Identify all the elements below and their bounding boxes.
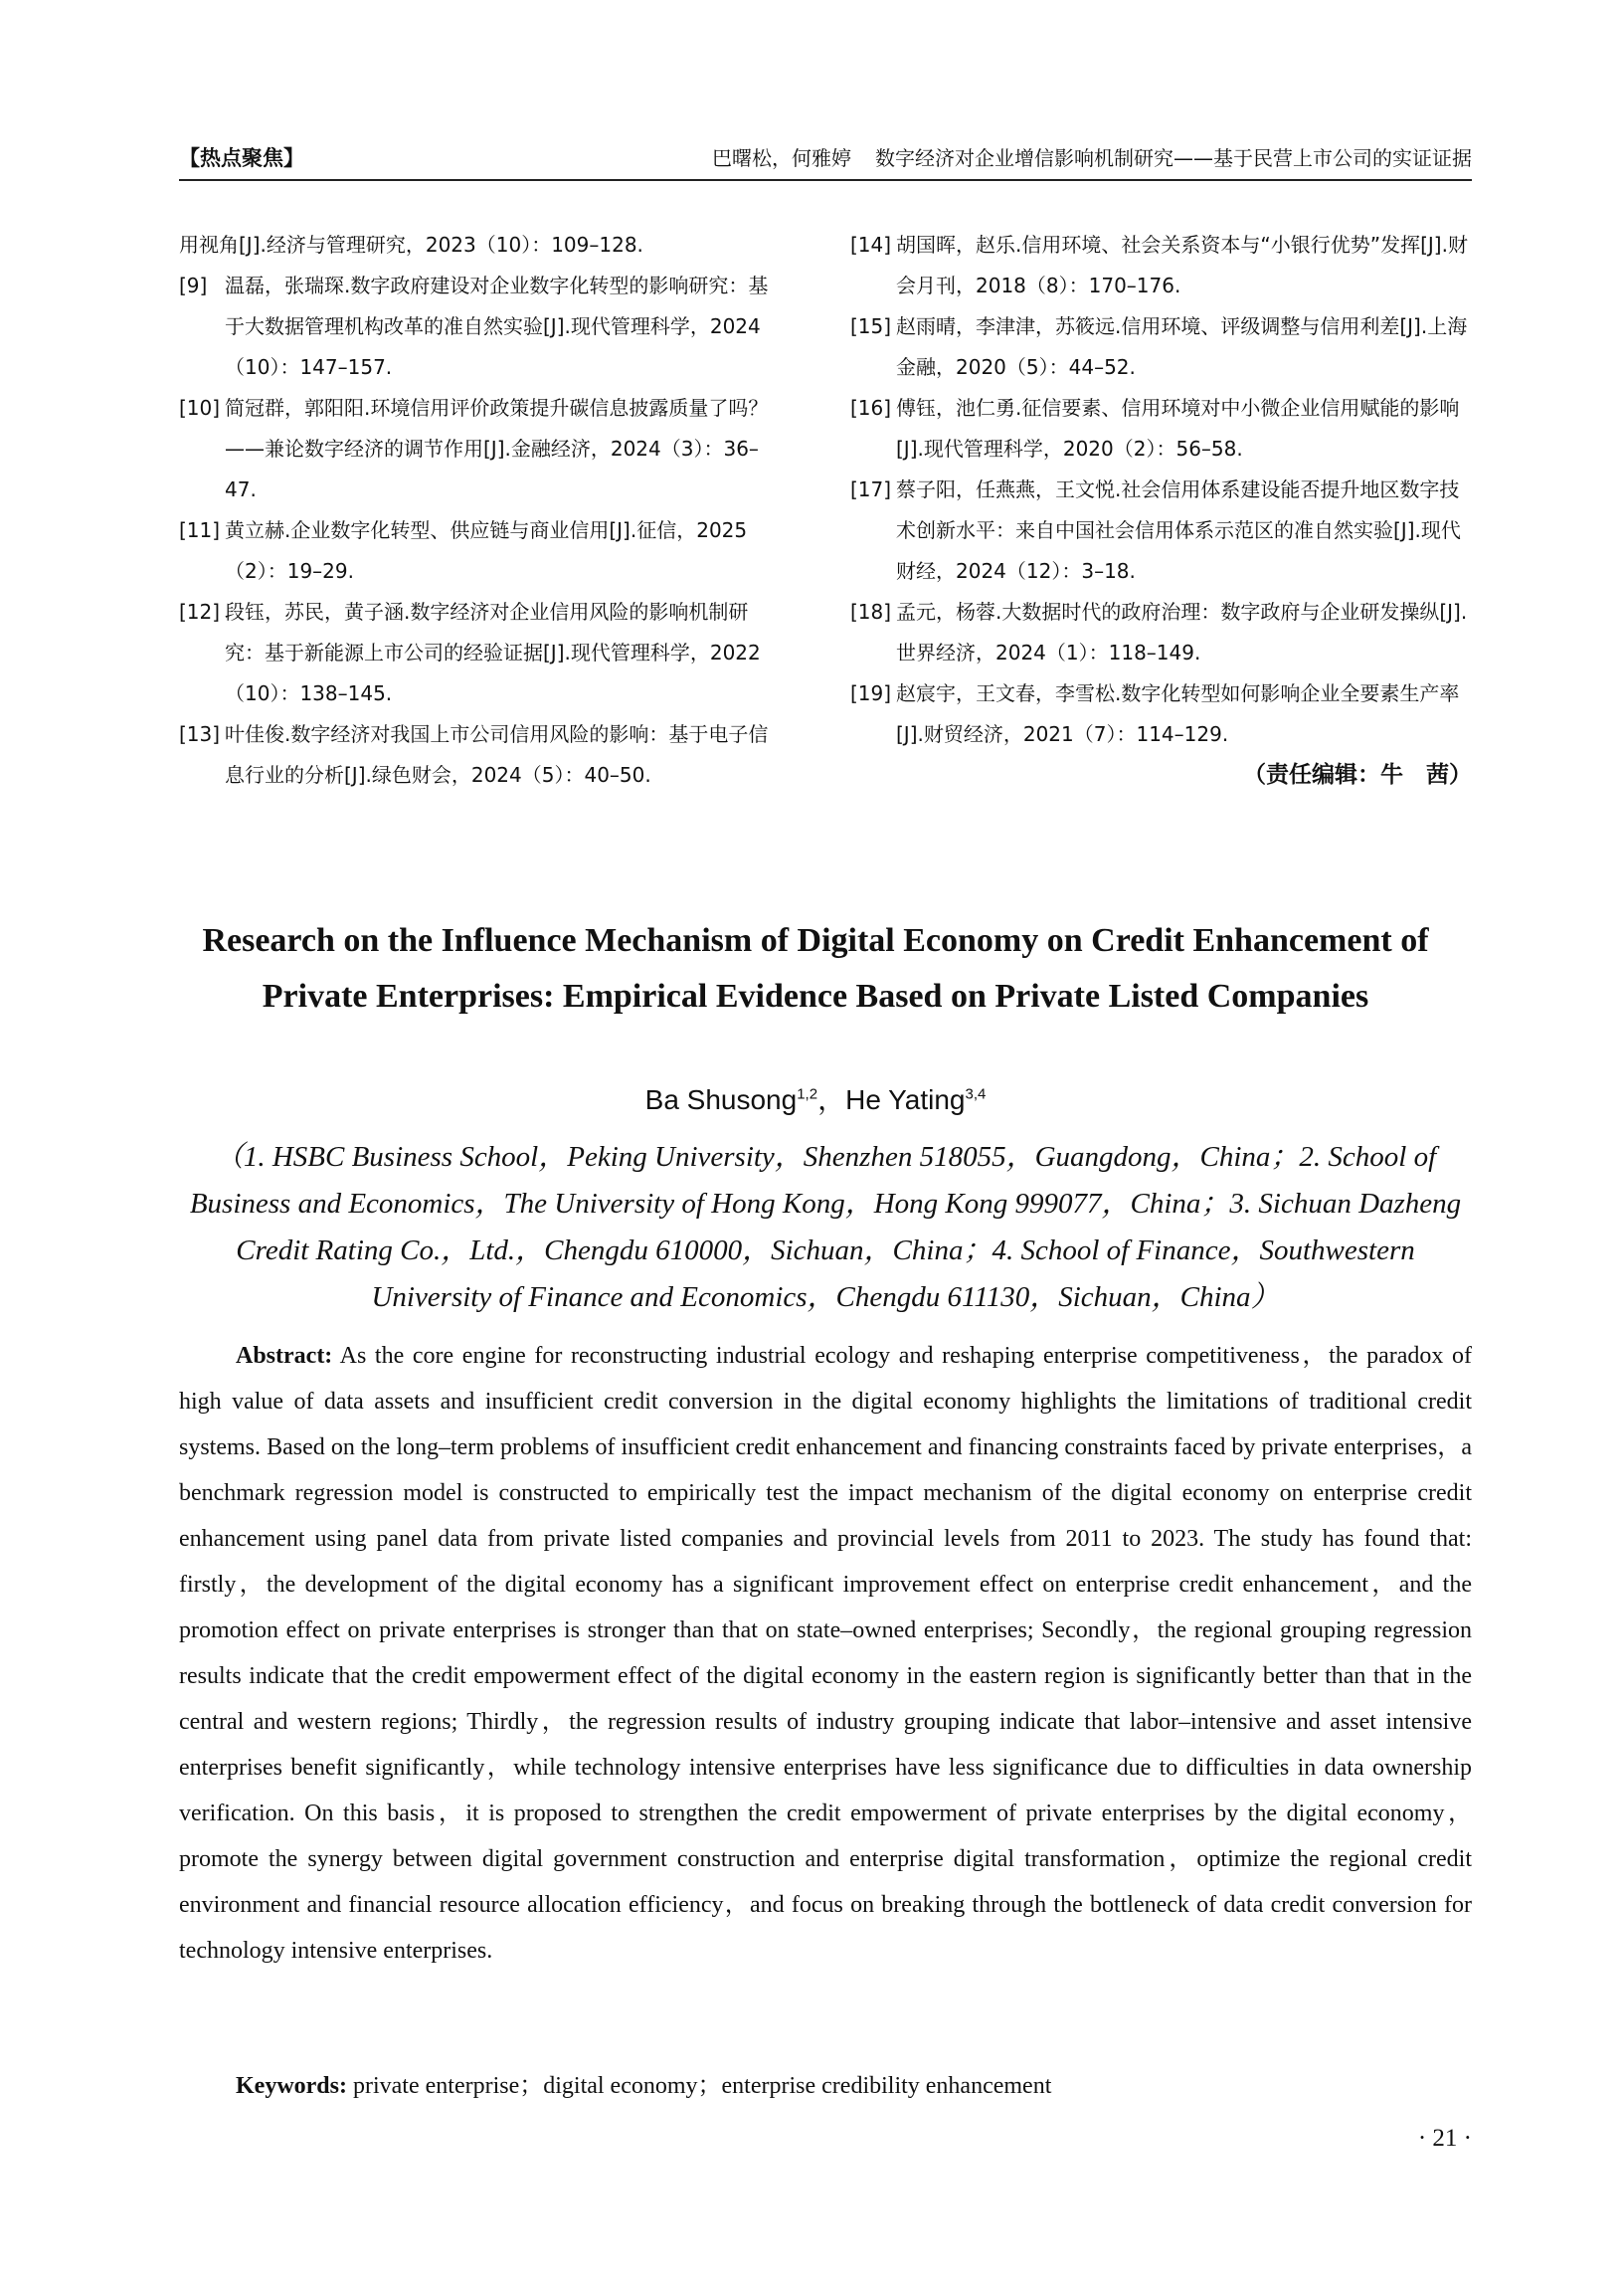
abstract-label: Abstract: [236,1343,333,1369]
author-affiliation-marker: 1,2 [797,1085,818,1103]
author-separator: ， [817,1084,846,1115]
keywords-label: Keywords: [236,2073,347,2099]
references-left-column [179,225,786,796]
abstract-text: As the core engine for reconstructing industrial ecology and reshaping enterprise competitiveness，the paradox of high value of data assets and insufficient credit conversion in the digital economy highlights the limitations of traditional credit systems. Based on the long–term problems of insufficient credit enhancement and financing constraints faced by private enterprises，a benchmark regression model is constructed to empirically test the impact mechanism of the digital economy on enterprise credit enhancement using panel data from private listed companies and provincial levels from 2011 to 2023. The study has found that: firstly，the development of the digital economy has a significant improvement effect on enterprise credit enhancement，and the promotion effect on private enterprises is stronger than that on state–owned enterprises; Secondly，the regional grouping regression results indicate that the credit empowerment effect of the digital economy in the eastern region is significantly better than that in the central and western regions; Thirdly，the regression results of industry grouping indicate that labor–intensive and asset intensive enterprises benefit significantly，while technology intensive enterprises have less significance due to difficulties in data ownership verification. On this basis，it is proposed to strengthen the credit empowerment of private enterprises by the digital economy，promote the synergy between digital government construction and enterprise digital transformation，optimize the regional credit environment and financial resource allocation efficiency，and focus on breaking through the bottleneck of data credit conversion for technology intensive enterprises. [179,1343,1472,1964]
section-label: 【热点聚焦】 [179,146,304,170]
author-affiliation-marker: 3,4 [965,1085,987,1103]
header-rule [179,179,1472,181]
header-authors: 巴曙松，何雅婷 [712,146,851,170]
reference-item: [18] 孟元，杨蓉.大数据时代的政府治理：数字政府与企业研发操纵[J].世界经济，2024（1）：118–149. [850,600,1468,664]
author-name: He Yating [845,1084,966,1115]
reference-item: [19] 赵宸宇，王文春，李雪松.数字化转型如何影响企业全要素生产率[J].财贸经济，2021（7）：114–129. [850,681,1460,746]
page-number: · 21 · [1417,2125,1472,2152]
reference-item: [9] 温磊，张瑞琛.数字政府建设对企业数字化转型的影响研究：基于大数据管理机构改革的准自然实验[J].现代管理科学，2024（10）：147–157. [179,274,769,379]
reference-item: [12] 段钰，苏民，黄子涵.数字经济对企业信用风险的影响机制研究：基于新能源上市公司的经验证据[J].现代管理科学，2022（10）：138–145. [179,600,761,705]
reference-item: 用视角[J].经济与管理研究，2023（10）：109–128. [179,233,643,257]
responsible-editor: （责任编辑：牛 茜） [1243,762,1472,788]
keywords-text: private enterprise；digital economy；enterprise credibility enhancement [352,2073,1052,2099]
reference-item: [13] 叶佳俊.数字经济对我国上市公司信用风险的影响：基于电子信息行业的分析[J].绿色财会，2024（5）：40–50. [179,722,769,787]
reference-item: [16] 傅钰，池仁勇.征信要素、信用环境对中小微企业信用赋能的影响[J].现代管理科学，2020（2）：56–58. [850,396,1460,461]
running-header [179,142,1472,182]
author-name: Ba Shusong [644,1084,798,1115]
reference-item: [11] 黄立赫.企业数字化转型、供应链与商业信用[J].征信，2025（2）：19–29. [179,518,748,583]
reference-item: [15] 赵雨晴，李津津，苏筱远.信用环境、评级调整与信用利差[J].上海金融，2020（5）：44–52. [850,314,1468,379]
reference-item: [17] 蔡子阳，任燕燕，王文悦.社会信用体系建设能否提升地区数字技术创新水平：来自中国社会信用体系示范区的准自然实验[J].现代财经，2024（12）：3–18. [850,477,1461,583]
article-title: Research on the Influence Mechanism of Digital Economy on Credit Enhancement of Private Enterprises: Empirical Evidence Based on Private Listed Companies [202,922,1429,1015]
keywords-line [179,2065,1472,2100]
reference-item: [14] 胡国晖，赵乐.信用环境、社会关系资本与“小银行优势”发挥[J].财会月刊，2018（8）：170–176. [850,233,1468,297]
references-right-column [850,225,1472,789]
author-line [169,1078,1462,1118]
header-citation [712,142,1472,171]
affiliations: （1. HSBC Business School，Peking University，Shenzhen 518055，Guangdong，China；2. School of Business and Economics，The University of Hong Kong，Hong Kong 999077，China；3. Sichuan Dazheng Credit Rating Co.，Ltd.，Chengdu 610000，Sichuan，China；4. School of Finance，Southwestern University of Finance and Economics，Chengdu 611130，Sichuan，China） [189,1141,1462,1313]
abstract-paragraph [179,1333,1472,1974]
header-title: 数字经济对企业增信影响机制研究——基于民营上市公司的实证证据 [875,146,1472,170]
reference-item: [10] 简冠群，郭阳阳.环境信用评价政策提升碳信息披露质量了吗？——兼论数字经济的调节作用[J].金融经济，2024（3）：36–47. [179,396,769,501]
